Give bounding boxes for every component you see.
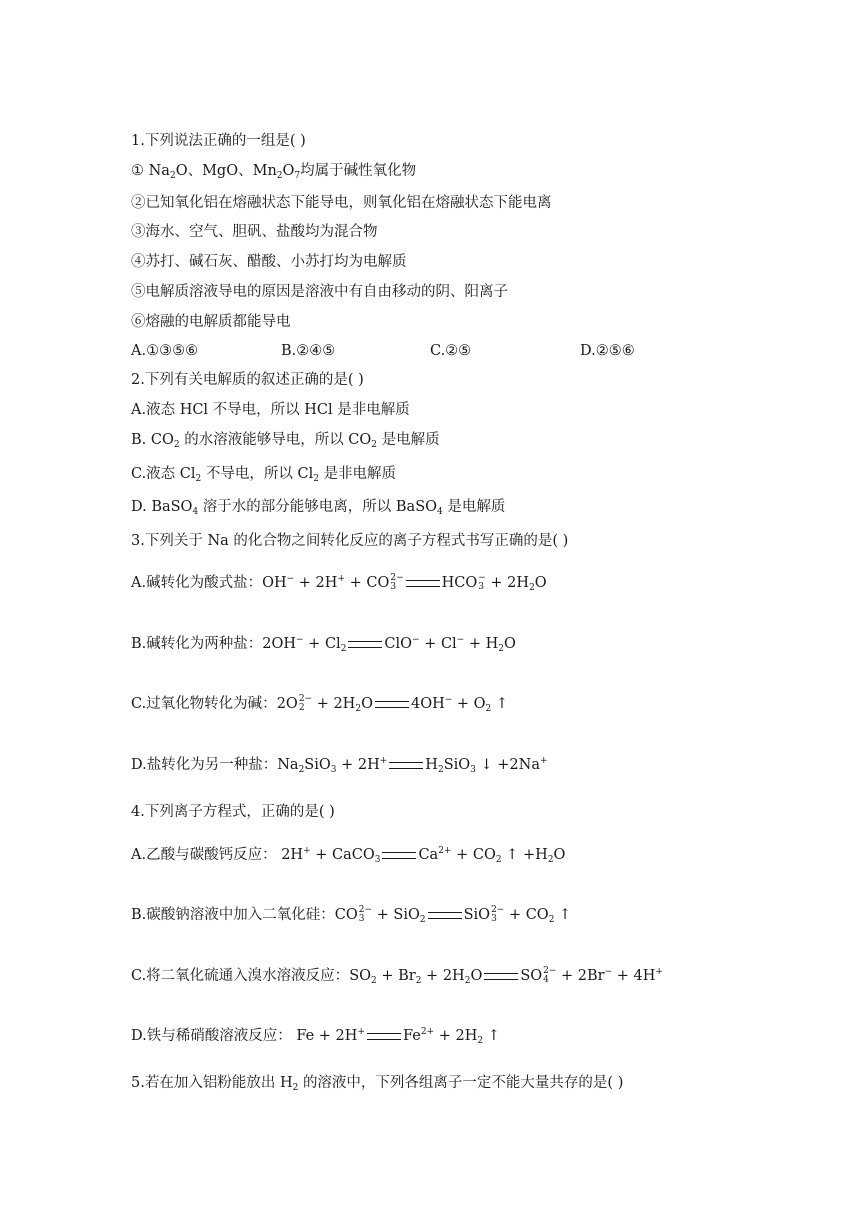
q2-option-b[interactable]: B. $CO_2$ 的水溶液能够导电，所以 $CO_2$ 是电解质: [131, 432, 440, 450]
q1-statement-3: ③海水、空气、胆矾、盐酸均为混合物: [131, 224, 378, 240]
q2-option-c[interactable]: C.液态 $Cl_2$ 不导电，所以 $Cl_2$ 是非电解质: [131, 466, 397, 484]
q2-stem: 2.下列有关电解质的叙述正确的是( ): [131, 372, 364, 388]
q1-option-d[interactable]: D.②⑤⑥: [580, 343, 635, 359]
q1-option-b[interactable]: B.②④⑤: [281, 343, 336, 359]
q4-stem: 4.下列离子方程式，正确的是( ): [131, 804, 335, 820]
q4-option-c[interactable]: C.将二氧化硫通入溴水溶液反应：$SO_2 + Br_2 + 2H_2O$ SO 2− 4 + 2Br− + 4H+: [131, 966, 663, 986]
q1-option-c[interactable]: C.②⑤: [430, 343, 472, 359]
q2-option-a[interactable]: A.液态 HCl 不导电，所以 HCl 是非电解质: [131, 402, 410, 418]
q3-option-b[interactable]: B.碱转化为两种盐：$2OH^- + Cl_2$ $ClO^- + Cl^- + H_2O$: [131, 635, 516, 654]
q1-statement-1: ① $Na_2O$、MgO、$Mn_2O_7$均属于碱性氧化物: [131, 163, 417, 181]
q1-stem: 1.下列说法正确的一组是( ): [131, 133, 306, 149]
q2-option-d[interactable]: D. BaSO$_4$ 溶于水的部分能够电离，所以 BaSO$_4$ 是电解质: [131, 499, 506, 517]
q1-statement-6: ⑥熔融的电解质都能导电: [131, 314, 291, 330]
q5-stem: 5.若在加入铝粉能放出 $H_2$ 的溶液中，下列各组离子一定不能大量共存的是( ): [131, 1075, 624, 1093]
q3-option-d[interactable]: D.盐转化为另一种盐：$Na_2SiO_3 + 2H^+$ $H_2SiO_3$ ↓ +2Na+: [131, 756, 548, 775]
q4-option-d[interactable]: D.铁与稀硝酸溶液反应： Fe + 2H+ $Fe^{2+} + 2H_2$ ↑: [131, 1027, 500, 1046]
q1-statement-4: ④苏打、碱石灰、醋酸、小苏打均为电解质: [131, 254, 407, 270]
q3-option-a[interactable]: A.碱转化为酸式盐：OH− + 2H+ + CO 2− 3 HCO − 3 + $2H_2O$: [131, 573, 547, 593]
q4-option-b[interactable]: B.碳酸钠溶液中加入二氧化硅：CO 2− 3 + SiO$_2$ SiO 2− 3 + $CO_2$ ↑: [131, 905, 572, 925]
q4-option-a[interactable]: A.乙酸与碳酸钙反应： 2H+ + CaCO$_3$ $Ca^{2+} + CO_2$ ↑ $+H_2O$: [131, 846, 566, 865]
q1-statement-2: ②已知氧化铝在熔融状态下能导电，则氧化铝在熔融状态下能电离: [131, 195, 552, 211]
q3-stem: 3.下列关于 Na 的化合物之间转化反应的离子方程式书写正确的是( ): [131, 533, 569, 549]
q3-option-c[interactable]: C.过氧化物转化为碱：2O 2− 2 + $2H_2O$ $4OH^- + O_2$ ↑: [131, 694, 509, 714]
q1-statement-5: ⑤电解质溶液导电的原因是溶液中有自由移动的阴、阳离子: [131, 284, 508, 300]
q1-option-a[interactable]: A.①③⑤⑥: [131, 343, 199, 359]
